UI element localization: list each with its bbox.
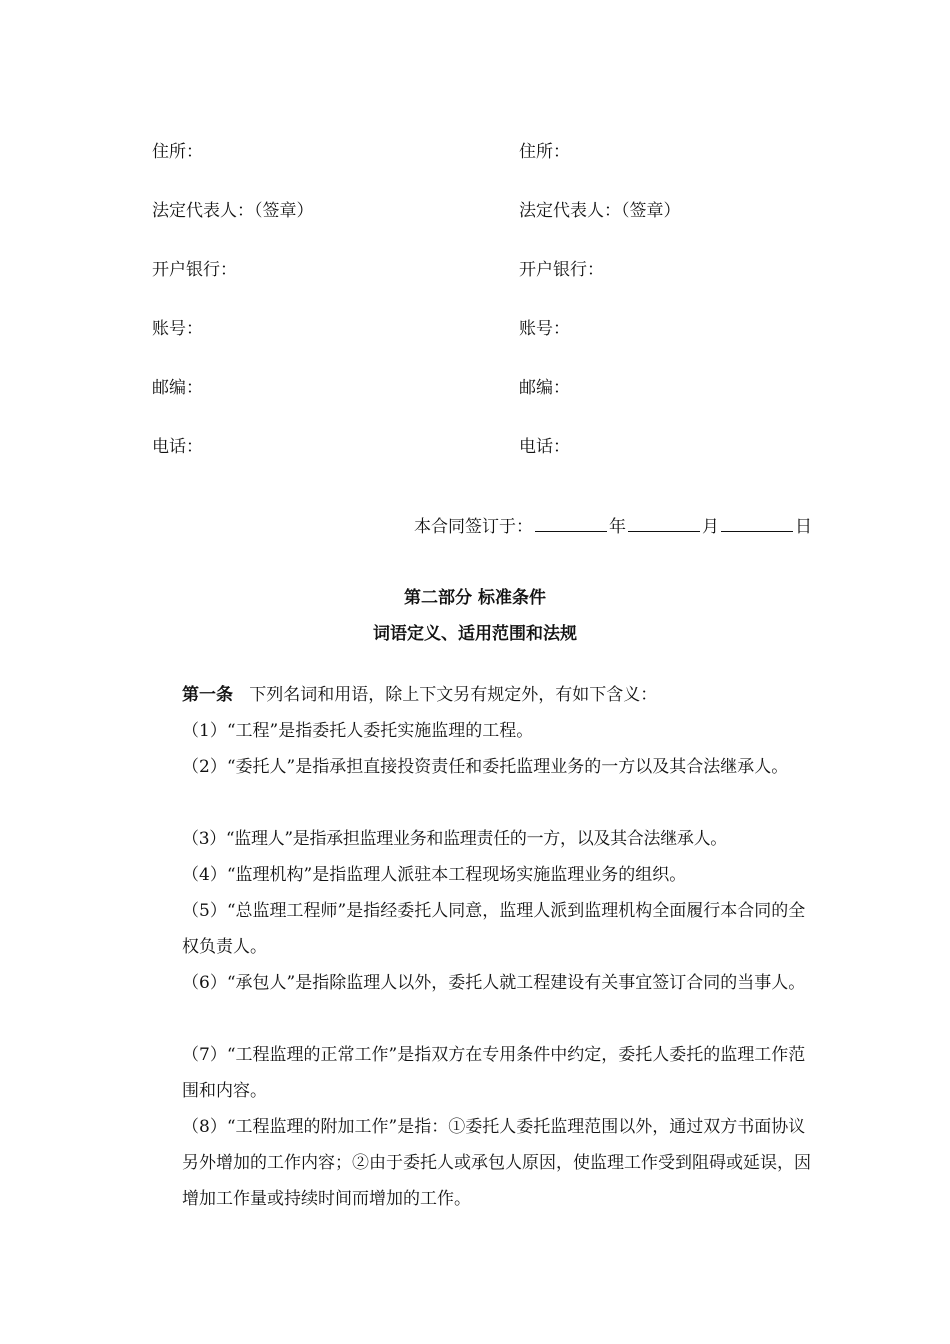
info-row-postcode	[0, 373, 950, 403]
left-address: 住所：	[152, 142, 203, 162]
right-address: 住所：	[519, 142, 570, 162]
definition-text: （3）“监理人”是指承担监理业务和监理责任的一方，以及其合法继承人。	[182, 829, 727, 849]
left-legal-rep: 法定代表人：（签章）	[152, 201, 314, 221]
right-phone: 电话：	[519, 437, 570, 457]
section-subtitle: 词语定义、适用范围和法规	[373, 624, 577, 644]
right-account: 账号：	[519, 319, 570, 339]
definition-item	[144, 821, 820, 857]
right-postcode: 邮编：	[519, 378, 570, 398]
sign-date-label: 本合同签订于：	[414, 517, 533, 537]
definition-item	[144, 749, 820, 785]
left-bank: 开户银行：	[152, 260, 237, 280]
definition-item	[144, 857, 820, 893]
month-blank	[628, 515, 700, 532]
month-label: 月	[702, 517, 719, 537]
right-bank: 开户银行：	[519, 260, 604, 280]
definition-text: （1）“工程”是指委托人委托实施监理的工程。	[182, 721, 534, 741]
article1-intro	[144, 677, 820, 713]
left-phone: 电话：	[152, 437, 203, 457]
definition-item	[144, 713, 820, 749]
definition-text: （6）“承包人”是指除监理人以外，委托人就工程建设有关事宜签订合同的当事人。	[182, 973, 806, 993]
day-blank	[721, 515, 793, 532]
definition-text: （4）“监理机构”是指监理人派驻本工程现场实施监理业务的组织。	[182, 865, 687, 885]
definition-text: （5）“总监理工程师”是指经委托人同意，监理人派到监理机构全面履行本合同的全权负责人。	[182, 901, 806, 957]
info-row-phone	[0, 432, 950, 462]
left-postcode: 邮编：	[152, 378, 203, 398]
definition-item	[144, 965, 820, 1001]
definition-item	[144, 893, 820, 965]
day-label: 日	[795, 517, 812, 537]
info-row-legal-rep	[0, 196, 950, 226]
year-blank	[535, 515, 607, 532]
section-title: 第二部分 标准条件	[404, 588, 546, 608]
year-label: 年	[609, 517, 626, 537]
sign-date-line	[414, 512, 812, 537]
definition-item	[144, 1037, 820, 1109]
info-row-address	[0, 137, 950, 167]
definition-text: （7）“工程监理的正常工作”是指双方在专用条件中约定，委托人委托的监理工作范围和内容。	[182, 1045, 806, 1101]
definition-text: （2）“委托人”是指承担直接投资责任和委托监理业务的一方以及其合法继承人。	[182, 757, 789, 777]
definition-item	[144, 1109, 820, 1217]
info-row-account	[0, 314, 950, 344]
article-label: 第一条	[182, 685, 233, 705]
right-legal-rep: 法定代表人：（签章）	[519, 201, 681, 221]
article-intro-text: 下列名词和用语，除上下文另有规定外，有如下含义：	[249, 685, 658, 705]
left-account: 账号：	[152, 319, 203, 339]
definition-text: （8）“工程监理的附加工作”是指：①委托人委托监理范围以外，通过双方书面协议另外增加的工作内容；②由于委托人或承包人原因，使监理工作受到阻碍或延误，因增加工作量或持续时间而增加的工作。	[182, 1117, 811, 1209]
info-row-bank	[0, 255, 950, 285]
